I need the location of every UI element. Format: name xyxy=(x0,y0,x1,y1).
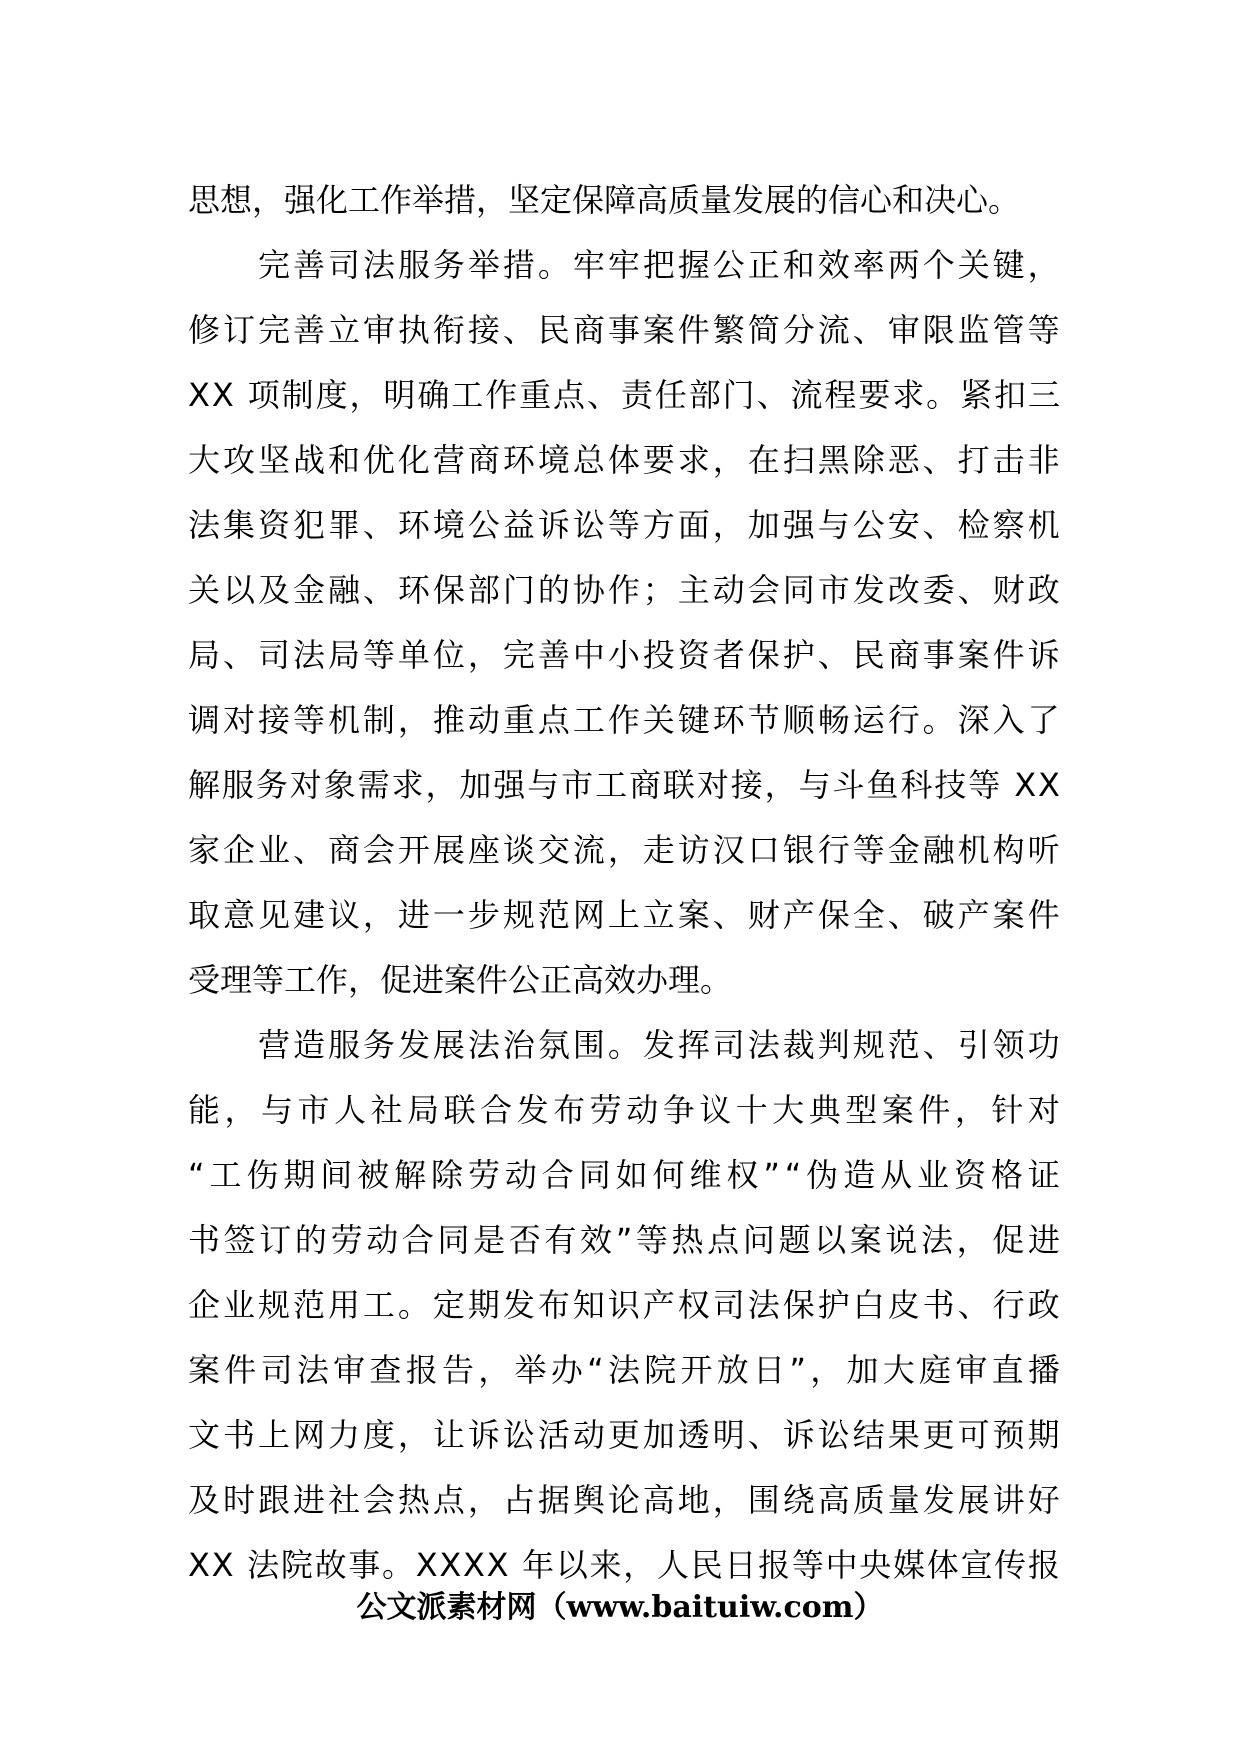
text-line: 思想，强化工作举措，坚定保障高质量发展的信心和决心。 xyxy=(188,181,1021,219)
text-line: 取 意 见 建 议 ， 进 一 步 规 范 网 上 立 案 、 财 产 保 全 、 破 产 案 件 xyxy=(188,896,1060,934)
text-line: 大 攻 坚 战 和 优 化 营 商 环 境 总 体 要 求 ， 在 扫 黑 除 恶 、 打 击 非 xyxy=(188,441,1060,479)
text-line: 局 、 司 法 局 等 单 位 ， 完 善 中 小 投 资 者 保 护 、 民 商 事 案 件 诉 xyxy=(188,636,1060,674)
text-line: 调 对 接 等 机 制 ， 推 动 重 点 工 作 关 键 环 节 顺 畅 运 行 。 深 入 了 xyxy=(188,701,1060,739)
text-line: 修 订 完 善 立 审 执 衔 接 、 民 商 事 案 件 繁 简 分 流 、 审 限 监 管 等 xyxy=(188,311,1060,349)
text-line: 家 企 业 、 商 会 开 展 座 谈 交 流 ， 走 访 汉 口 银 行 等 金 融 机 构 听 xyxy=(188,831,1060,869)
text-line: 解 服 务 对 象 需 求 ， 加 强 与 市 工 商 联 对 接 ， 与 斗 鱼 科 技 等 X X xyxy=(188,766,1060,804)
text-line: X X 项 制 度 ， 明 确 工 作 重 点 、 责 任 部 门 、 流 程 要 求 。 紧 扣 三 xyxy=(188,376,1060,414)
text-line: 能 ， 与 市 人 社 局 联 合 发 布 劳 动 争 议 十 大 典 型 案 件 ， 针 对 xyxy=(188,1091,1060,1129)
text-line: 关 以 及 金 融 、 环 保 部 门 的 协 作 ； 主 动 会 同 市 发 改 委 、 财 政 xyxy=(188,571,1060,609)
text-line: 受理等工作，促进案件公正高效办理。 xyxy=(188,961,733,999)
text-line: 法 集 资 犯 罪 、 环 境 公 益 诉 讼 等 方 面 ， 加 强 与 公 安 、 检 察 机 xyxy=(188,506,1060,544)
document-body xyxy=(188,168,1060,1598)
text-line: 书 签 订 的 劳 动 合 同 是 否 有 效 ” 等 热 点 问 题 以 案 说 法 ， 促 进 xyxy=(188,1221,1060,1259)
text-line: 营 造 服 务 发 展 法 治 氛 围 。 发 挥 司 法 裁 判 规 范 、 引 领 功 xyxy=(258,1026,1060,1064)
text-line: 及 时 跟 进 社 会 热 点 ， 占 据 舆 论 高 地 ， 围 绕 高 质 量 发 展 讲 好 xyxy=(188,1481,1060,1519)
text-line: “ 工 伤 期 间 被 解 除 劳 动 合 同 如 何 维 权 ” “ 伪 造 从 业 资 格 证 xyxy=(188,1156,1060,1194)
text-line: 企 业 规 范 用 工 。 定 期 发 布 知 识 产 权 司 法 保 护 白 皮 书 、 行 政 xyxy=(188,1286,1060,1324)
text-line: 案 件 司 法 审 查 报 告 ， 举 办 “ 法 院 开 放 日 ” ， 加 大 庭 审 直 播 xyxy=(188,1351,1060,1389)
footer-watermark: 公文派素材网（www.baituiw.com） xyxy=(356,1590,884,1625)
text-line: X X 法 院 故 事 。 X X X X 年 以 来 ， 人 民 日 报 等 中 央 媒 体 宣 传 报 xyxy=(188,1546,1060,1584)
text-line: 文 书 上 网 力 度 ， 让 诉 讼 活 动 更 加 透 明 、 诉 讼 结 果 更 可 预 期 xyxy=(188,1416,1060,1454)
text-line: 完 善 司 法 服 务 举 措 。 牢 牢 把 握 公 正 和 效 率 两 个 关 键 ， xyxy=(258,246,1060,284)
